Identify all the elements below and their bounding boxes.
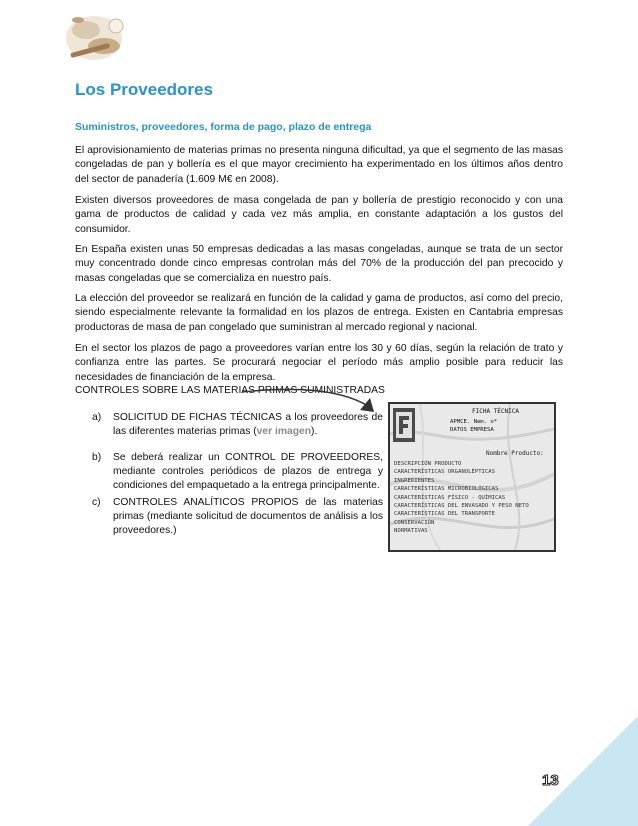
paragraph-proveedores: Existen diversos proveedores de masa congelada de pan y bollería de prestigio reconocido y con una gama de productos de calidad y cada vez más amplia, en constante adaptación a los gustos del consumidor. xyxy=(75,195,563,235)
ficha-row: CARACTERÍSTICAS DEL ENVASADO Y PESO NETO xyxy=(394,503,529,510)
page-corner-decoration xyxy=(528,716,638,826)
ficha-row: CARACTERÍSTICAS FÍSICO - QUÍMICAS xyxy=(394,494,506,501)
ficha-row: CARACTERÍSTICAS ORGANOLÉPTICAS xyxy=(394,469,496,476)
company-logo-icon xyxy=(393,408,415,442)
ficha-nombre-producto: Nombre Producto: xyxy=(486,450,544,457)
list-marker: a) xyxy=(92,412,102,423)
ficha-datos-empresa: DATOS EMPRESA xyxy=(450,427,494,433)
section-subtitle: Suministros, proveedores, forma de pago, plazo de entrega xyxy=(75,121,372,133)
ficha-row: DESCRIPCIÓN PRODUCTO xyxy=(394,461,462,467)
ficha-row: CONSERVACIÓN xyxy=(394,519,435,526)
list-text: Se deberá realizar un CONTROL DE PROVEEDORES, mediante controles periódicos de plazos de entrega y condiciones del empaquetado a la entrega principalmente. xyxy=(113,452,383,491)
ficha-row: NORMATIVAS xyxy=(394,528,428,535)
controls-heading: CONTROLES SOBRE LAS MATERIAS PRIMAS SUMINISTRADAS xyxy=(75,385,385,396)
bakery-logo-illustration xyxy=(64,8,134,66)
ficha-header: FICHA TÉCNICA xyxy=(472,408,519,415)
ficha-row: INGREDIENTES xyxy=(394,477,435,484)
list-text xyxy=(113,411,383,439)
ficha-apme xyxy=(450,418,497,434)
list-marker: b) xyxy=(92,452,102,463)
list-marker: c) xyxy=(92,497,101,508)
paragraph-plazos-pago: En el sector los plazos de pago a proveedores varían entre los 30 y 60 días, según la relación de trato y confianza entre las partes. Se procurará negociar el período más amplio posible para reducir las necesidades de financiación de la empresa. xyxy=(75,343,563,383)
ficha-row: CARACTERÍSTICAS MICROBIOLÓGICAS xyxy=(394,486,499,493)
list-text-main: SOLICITUD DE FICHAS TÉCNICAS a los proveedores de las diferentes materias primas ( xyxy=(113,412,383,437)
ficha-rows xyxy=(394,460,529,536)
list-text: CONTROLES ANALÍTICOS PROPIOS de las materias primas (mediante solicitud de documentos de análisis a los proveedores.) xyxy=(113,497,383,536)
paragraph-espana: En España existen unas 50 empresas dedicadas a las masas congeladas, aunque se trata de un sector muy concentrado donde cinco empresas controlan más del 70% de la producción del pan precocido y masas congeladas que se comercializa en nuestro país. xyxy=(75,244,563,284)
ver-imagen-link[interactable]: ver imagen xyxy=(256,426,312,437)
page-number: 13 xyxy=(542,772,559,789)
paragraph-eleccion: La elección del proveedor se realizará en función de la calidad y gama de productos, así como del precio, siendo especialmente relevante la formalidad en los plazos de entrega. Existen en Cantabria empresas productoras de masa de pan congelado que suministran al mercado regional y nacional. xyxy=(75,293,563,333)
page-title: Los Proveedores xyxy=(75,80,213,99)
ficha-row: CARACTERÍSTICAS DEL TRANSPORTE xyxy=(394,511,496,518)
ficha-tecnica-image xyxy=(388,402,556,552)
ficha-apme-code: APMCE. Nem. o* xyxy=(450,419,498,425)
list-text-after: ). xyxy=(311,426,318,437)
paragraph-aprovisionamiento: El aprovisionamiento de materias primas no presenta ninguna dificultad, ya que el segmento de las masas congeladas de pan y bollería es el que mayor crecimiento ha experimentado en los últimos años dentro del sector de panadería (1.609 M€ en 2008). xyxy=(75,145,563,185)
